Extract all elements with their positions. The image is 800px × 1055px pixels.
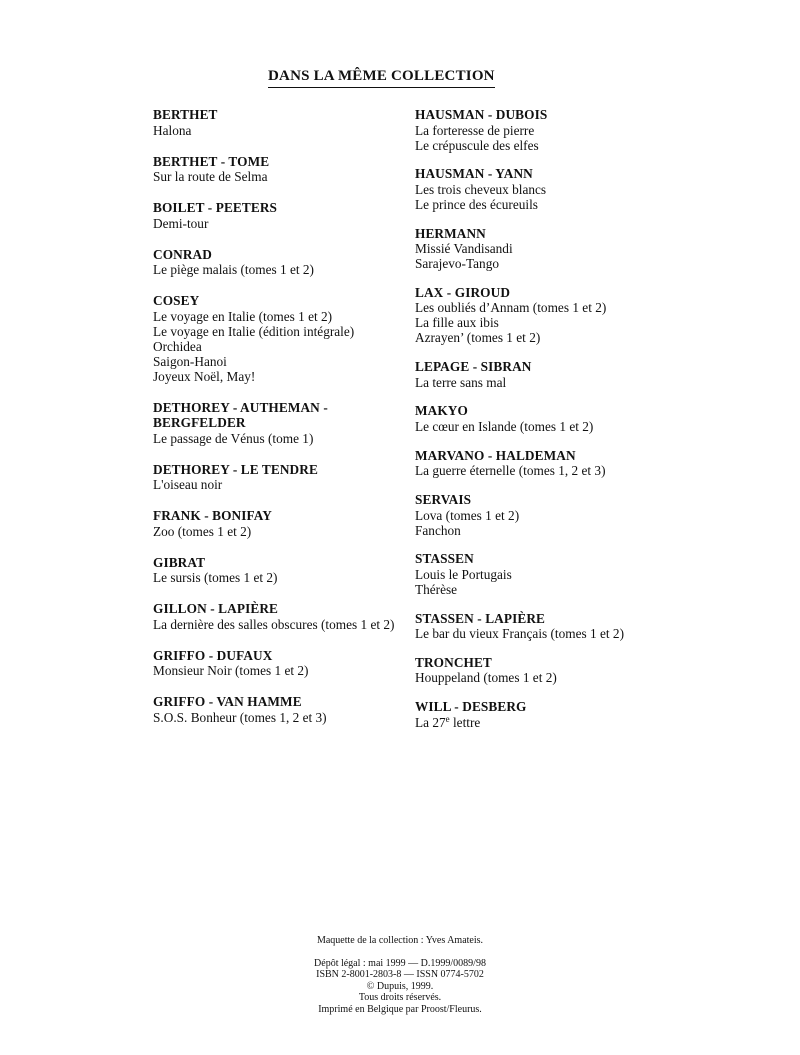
album-title-list — [415, 300, 665, 345]
album-title: Les oubliés d’Annam (tomes 1 et 2) — [415, 300, 607, 316]
album-title: Les trois cheveux blancs — [415, 181, 547, 197]
author-line: SERVAIS — [415, 492, 472, 508]
author-line: BERTHET — [153, 107, 218, 122]
author-name — [153, 293, 403, 309]
album-title-list — [153, 617, 403, 632]
album-title — [415, 715, 665, 730]
album-title: La forteresse de pierre — [415, 122, 535, 138]
album-title-list — [415, 715, 665, 730]
author-name — [415, 492, 665, 508]
album-title: Saigon-Hanoi — [153, 353, 227, 369]
album-title-list — [415, 508, 665, 538]
album-title: La dernière des salles obscures (tomes 1 et 2) — [153, 616, 395, 632]
author-line: BERTHET - TOME — [153, 153, 270, 169]
author-line: BERGFELDER — [153, 415, 246, 430]
author-name — [153, 694, 403, 710]
author-line: HERMANN — [415, 225, 486, 241]
legal-deposit: Dépôt légal : mai 1999 — D.1999/0089/98 — [314, 957, 486, 969]
album-title-list — [153, 570, 403, 585]
collection-entry — [415, 448, 665, 479]
author-name — [415, 226, 665, 242]
collection-entry — [415, 492, 665, 538]
album-title-list — [153, 477, 403, 492]
collection-entry — [153, 200, 403, 231]
author-line: DETHOREY - AUTHEMAN - — [153, 399, 328, 415]
album-title: Orchidea — [153, 338, 202, 354]
copyright: © Dupuis, 1999. — [366, 980, 434, 992]
printer-info: Imprimé en Belgique par Proost/Fleurus. — [318, 1003, 482, 1015]
author-line: STASSEN — [415, 551, 474, 567]
album-title-list — [153, 169, 403, 184]
album-title-list — [153, 262, 403, 277]
album-title: Monsieur Noir (tomes 1 et 2) — [153, 663, 309, 678]
album-title: Joyeux Noël, May! — [153, 368, 256, 384]
collection-entry — [153, 555, 403, 586]
album-title: S.O.S. Bonheur (tomes 1, 2 et 3) — [153, 709, 327, 725]
collection-entry — [415, 226, 665, 272]
album-title: Le crépuscule des elfes — [415, 137, 539, 153]
collection-entry — [415, 107, 665, 153]
page-title: DANS LA MÊME COLLECTION — [268, 68, 495, 88]
author-line: GILLON - LAPIÈRE — [153, 601, 278, 616]
author-line: FRANK - BONIFAY — [153, 508, 272, 523]
album-title: Le bar du vieux Français (tomes 1 et 2) — [415, 626, 624, 642]
author-name — [415, 166, 665, 182]
author-line: LEPAGE - SIBRAN — [415, 359, 532, 375]
author-line: CONRAD — [153, 246, 212, 262]
author-name — [153, 107, 403, 123]
author-name — [153, 400, 403, 431]
author-line: LAX - GIROUD — [415, 284, 511, 300]
author-line: COSEY — [153, 293, 200, 308]
collection-list-right — [415, 107, 665, 744]
collection-entry — [415, 403, 665, 434]
author-line: GRIFFO - VAN HAMME — [153, 694, 302, 709]
album-title-list — [415, 670, 665, 685]
collection-entry — [415, 699, 665, 730]
album-title-list — [153, 524, 403, 539]
collection-entry — [153, 154, 403, 185]
author-line: WILL - DESBERG — [415, 699, 527, 715]
collection-entry — [415, 359, 665, 390]
ordinal-superscript: e — [445, 713, 450, 724]
isbn-issn: ISBN 2-8001-2803-8 — ISSN 0774-5702 — [316, 969, 484, 980]
album-title: La terre sans mal — [415, 374, 507, 390]
album-title-list — [415, 182, 665, 212]
author-name — [415, 551, 665, 567]
collection-entry — [415, 611, 665, 642]
album-title-list — [153, 710, 403, 725]
author-name — [153, 462, 403, 478]
collection-list-left — [153, 107, 403, 741]
album-title: Le piège malais (tomes 1 et 2) — [153, 262, 314, 277]
author-name — [415, 285, 665, 301]
album-title-list — [415, 567, 665, 597]
album-title-suffix: lettre — [449, 714, 481, 730]
author-line: GIBRAT — [153, 554, 206, 570]
album-title: La fille aux ibis — [415, 315, 499, 331]
album-title-list — [415, 241, 665, 271]
album-title-list — [153, 216, 403, 231]
author-line: TRONCHET — [415, 654, 492, 670]
author-line: MARVANO - HALDEMAN — [415, 447, 576, 463]
collection-entry — [153, 293, 403, 384]
author-name — [415, 699, 665, 715]
album-title-list — [415, 123, 665, 153]
album-title: Zoo (tomes 1 et 2) — [153, 523, 252, 539]
album-title-prefix: La 27 — [415, 714, 446, 730]
collection-entry — [153, 601, 403, 632]
album-title-list — [153, 431, 403, 446]
author-line: MAKYO — [415, 403, 468, 419]
colophon — [0, 935, 800, 1015]
author-name — [415, 448, 665, 464]
album-title: Le passage de Vénus (tome 1) — [153, 430, 314, 446]
author-line: STASSEN - LAPIÈRE — [415, 610, 546, 626]
author-line: BOILET - PEETERS — [153, 200, 278, 215]
collection-entry — [153, 247, 403, 278]
author-name — [415, 611, 665, 627]
album-title: La guerre éternelle (tomes 1, 2 et 3) — [415, 463, 606, 479]
album-title: Thérèse — [415, 581, 458, 597]
album-title: Halona — [153, 122, 192, 138]
album-title-list — [415, 626, 665, 641]
album-title-list — [415, 463, 665, 478]
album-title: Fanchon — [415, 522, 461, 538]
author-line: DETHOREY - LE TENDRE — [153, 461, 318, 477]
album-title: Louis le Portugais — [415, 566, 512, 582]
album-title: Demi-tour — [153, 215, 209, 231]
collection-entry — [153, 462, 403, 493]
collection-entry — [415, 551, 665, 597]
album-title: Missié Vandisandi — [415, 241, 513, 257]
collection-entry — [153, 694, 403, 725]
collection-entry — [153, 400, 403, 446]
author-name — [415, 403, 665, 419]
author-name — [415, 359, 665, 375]
author-name — [153, 247, 403, 263]
album-title: Sarajevo-Tango — [415, 256, 499, 272]
collection-entry — [415, 285, 665, 346]
album-title: Le sursis (tomes 1 et 2) — [153, 570, 278, 585]
author-line: HAUSMAN - DUBOIS — [415, 107, 548, 122]
collection-entry — [415, 166, 665, 212]
album-title-list — [153, 123, 403, 138]
author-name — [153, 555, 403, 571]
author-name — [153, 648, 403, 664]
album-title: L'oiseau noir — [153, 477, 223, 492]
album-title: Le prince des écureuils — [415, 196, 538, 212]
album-title: Lova (tomes 1 et 2) — [415, 507, 520, 523]
rights-reserved: Tous droits réservés. — [358, 992, 442, 1003]
author-name — [153, 508, 403, 524]
album-title: Le voyage en Italie (édition intégrale) — [153, 323, 355, 339]
author-name — [153, 200, 403, 216]
album-title-list — [153, 663, 403, 678]
album-title: Le cœur en Islande (tomes 1 et 2) — [415, 418, 594, 434]
album-title: Azrayen’ (tomes 1 et 2) — [415, 330, 541, 346]
album-title: Sur la route de Selma — [153, 169, 268, 184]
collection-entry — [153, 648, 403, 679]
album-title: Le voyage en Italie (tomes 1 et 2) — [153, 308, 333, 324]
author-name — [153, 601, 403, 617]
album-title-list — [153, 309, 403, 384]
author-name — [415, 655, 665, 671]
album-title-list — [415, 375, 665, 390]
author-line: GRIFFO - DUFAUX — [153, 647, 273, 663]
collection-entry — [153, 508, 403, 539]
collection-entry — [153, 107, 403, 138]
author-line: HAUSMAN - YANN — [415, 166, 533, 182]
collection-design-credit: Maquette de la collection : Yves Amateis. — [316, 935, 484, 946]
author-name — [415, 107, 665, 123]
album-title-list — [415, 419, 665, 434]
collection-entry — [415, 655, 665, 686]
author-name — [153, 154, 403, 170]
album-title: Houppeland (tomes 1 et 2) — [415, 670, 557, 686]
